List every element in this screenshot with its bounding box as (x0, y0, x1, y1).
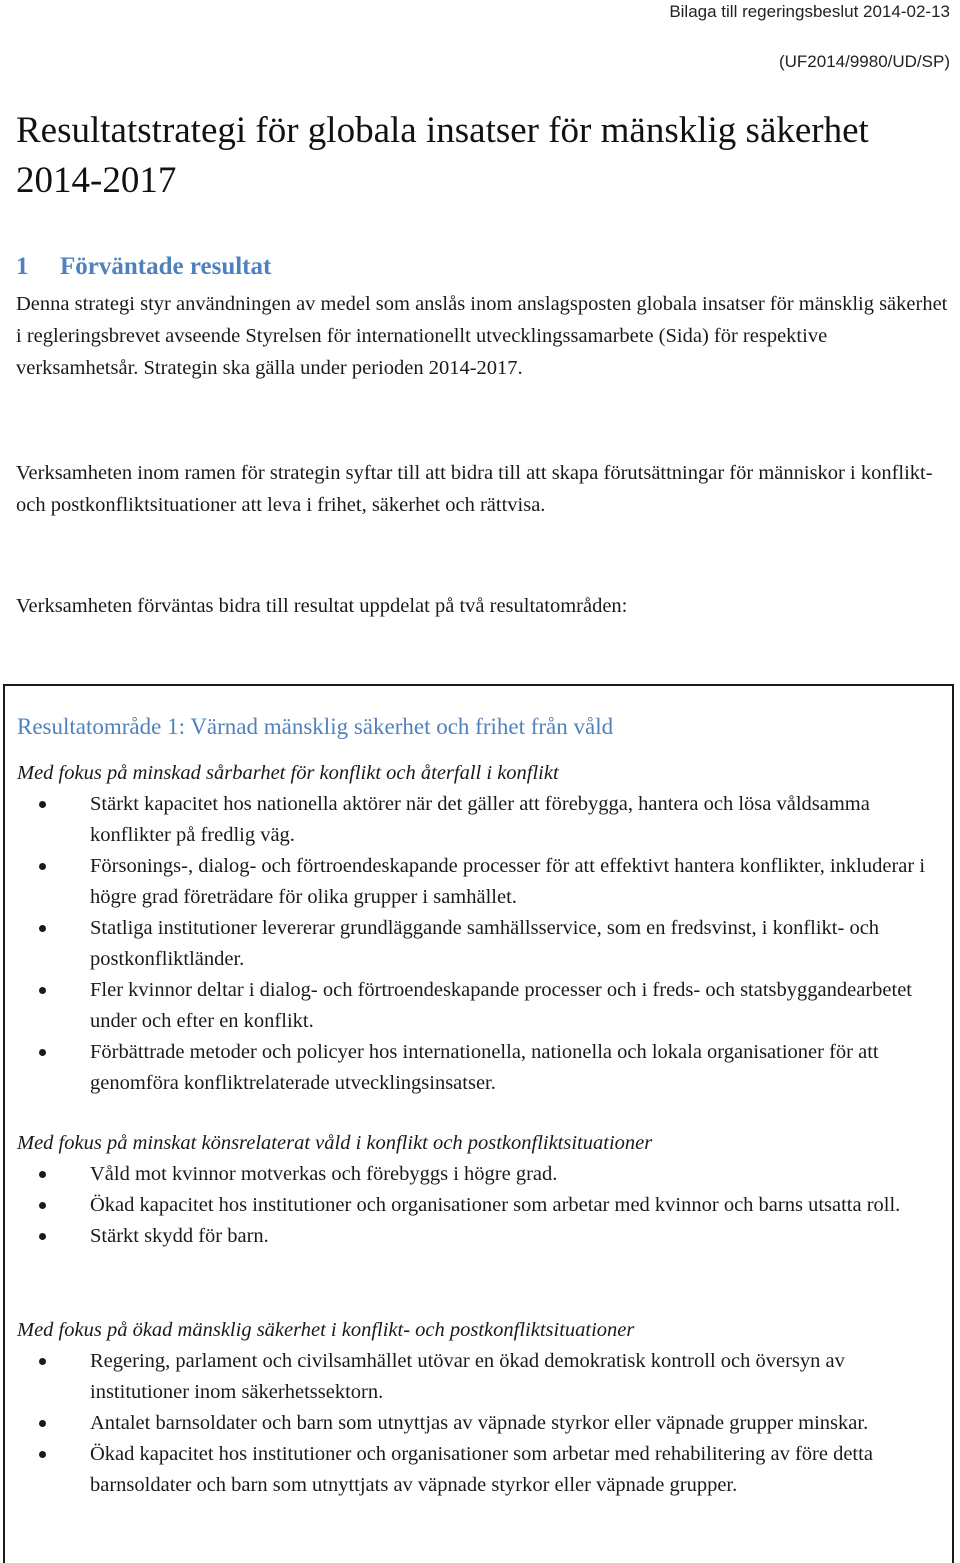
list-item-text: Ökad kapacitet hos institutioner och organisationer som arbetar med rehabilitering av före detta barnsoldater och barn som utnyttjats av väpnade styrkor eller väpnade grupper. (90, 1443, 873, 1496)
section-number: 1 (16, 253, 29, 280)
list-item (17, 1037, 949, 1099)
document-title: Resultatstrategi för globala insatser för mänsklig säkerhet 2014-2017 (16, 110, 869, 201)
list-item-text: Våld mot kvinnor motverkas och förebyggs i högre grad. (90, 1163, 558, 1185)
focus-heading: Med fokus på ökad mänsklig säkerhet i konflikt- och postkonfliktsituationer (17, 1319, 635, 1341)
bullet-icon (39, 801, 46, 808)
list-item (17, 1190, 949, 1221)
bullet-icon (39, 1451, 46, 1458)
list-item-text: Antalet barnsoldater och barn som utnyttjas av väpnade styrkor eller väpnade grupper minskar. (90, 1412, 869, 1434)
list-item (17, 913, 949, 975)
list-item-text: Försonings-, dialog- och förtroendeskapande processer för att effektivt hantera konflikter, inkluderar i högre grad företrädare för olika grupper i samhället. (90, 855, 926, 908)
bullet-list (17, 1159, 949, 1252)
focus-heading: Med fokus på minskat könsrelaterat våld i konflikt och postkonfliktsituationer (17, 1132, 653, 1154)
paragraph-strategy-scope: Denna strategi styr användningen av medel som anslås inom anslagsposten globala insatser för mänsklig säkerhet i regleringsbrevet avseende Styrelsen för internationellt utvecklingssamarbete (Sida) för respektive verksamhetsår. Strategin ska gälla under perioden 2014-2017. (16, 293, 948, 379)
section-heading (16, 251, 271, 283)
bullet-icon (39, 863, 46, 870)
paragraph-result-areas-intro: Verksamheten förväntas bidra till resultat uppdelat på två resultatområden: (16, 595, 628, 617)
header-decision-date: Bilaga till regeringsbeslut 2014-02-13 (669, 2, 950, 21)
bullet-icon (39, 925, 46, 932)
list-item-text: Regering, parlament och civilsamhället utövar en ökad demokratisk kontroll och översyn av institutioner inom säkerhetssektorn. (90, 1350, 845, 1403)
paragraph-strategy-aim: Verksamheten inom ramen för strategin syftar till att bidra till att skapa förutsättningar för människor i konflikt- och postkonfliktsituationer att leva i frihet, säkerhet och rättvisa. (16, 462, 933, 516)
list-item-text: Förbättrade metoder och policyer hos internationella, nationella och lokala organisationer för att genomföra konfliktrelaterade utvecklingsinsatser. (90, 1041, 879, 1094)
list-item (17, 1439, 949, 1501)
bullet-icon (39, 1420, 46, 1427)
section-title: Förväntade resultat (60, 253, 272, 280)
list-item (17, 789, 949, 851)
list-item-text: Ökad kapacitet hos institutioner och organisationer som arbetar med kvinnor och barns utsatta roll. (90, 1194, 901, 1216)
focus-heading: Med fokus på minskad sårbarhet för konflikt och återfall i konflikt (17, 762, 559, 784)
header-reference-number: (UF2014/9980/UD/SP) (778, 52, 950, 71)
bullet-icon (39, 1202, 46, 1209)
bullet-icon (39, 1358, 46, 1365)
list-item-text: Statliga institutioner levererar grundläggande samhällsservice, som en fredsvinst, i konflikt- och postkonfliktländer. (90, 917, 880, 970)
list-item (17, 975, 949, 1037)
list-item (17, 851, 949, 913)
list-item (17, 1346, 949, 1408)
list-item-text: Stärkt skydd för barn. (90, 1225, 269, 1247)
bullet-icon (39, 1049, 46, 1056)
bullet-list (17, 1346, 949, 1501)
bullet-icon (39, 1233, 46, 1240)
bullet-list (17, 789, 949, 1099)
bullet-icon (39, 1171, 46, 1178)
bullet-icon (39, 987, 46, 994)
list-item-text: Stärkt kapacitet hos nationella aktörer när det gäller att förebygga, hantera och lösa våldsamma konflikter på fredlig väg. (90, 793, 870, 846)
list-item (17, 1221, 949, 1252)
list-item-text: Fler kvinnor deltar i dialog- och förtroendeskapande processer och i freds- och statsbyggandearbetet under och efter en konflikt. (90, 979, 912, 1032)
list-item (17, 1159, 949, 1190)
list-item (17, 1408, 949, 1439)
result-area-box (3, 684, 954, 1563)
result-area-heading: Resultatområde 1: Värnad mänsklig säkerhet och frihet från våld (17, 714, 614, 739)
